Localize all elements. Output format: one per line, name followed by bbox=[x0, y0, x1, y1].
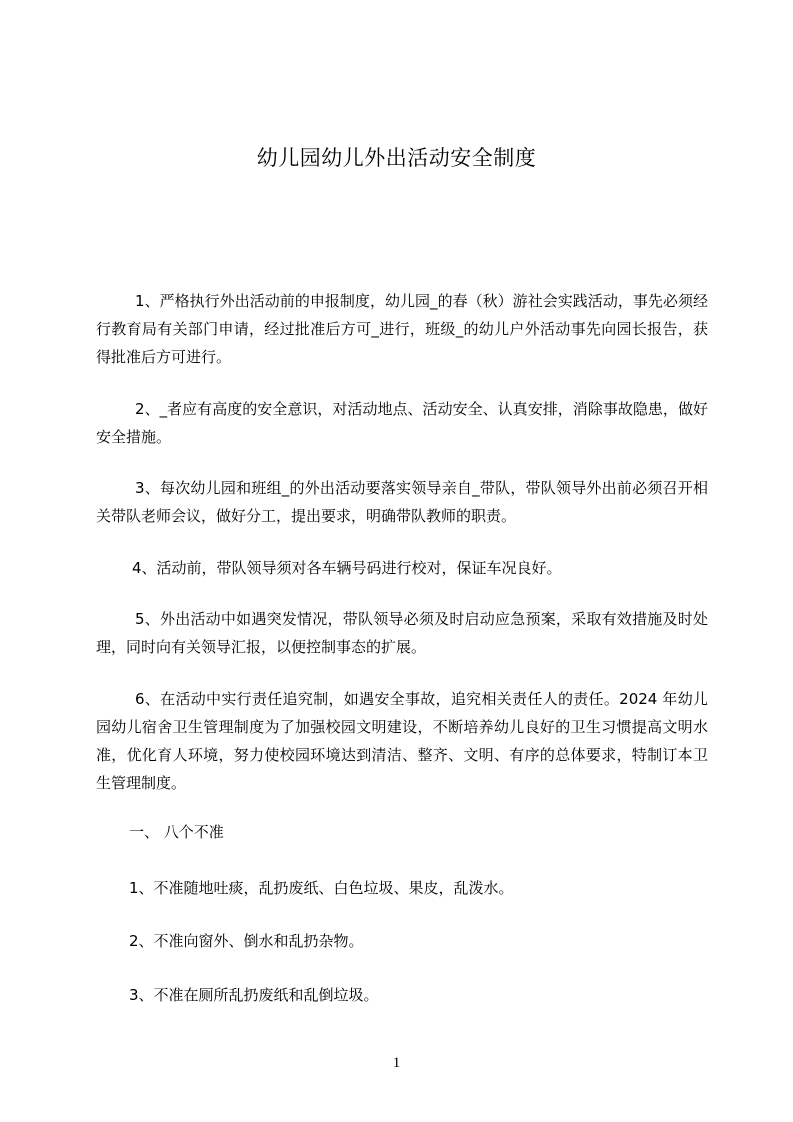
rule-item-2: 2、不准向窗外、倒水和乱扔杂物。 bbox=[129, 932, 364, 950]
paragraph-6: 6、在活动中实行责任追究制，如遇安全事故，追究相关责任人的责任。2024 年幼儿园幼儿宿舍卫生管理制度为了加强校园文明建设，不断培养幼儿良好的卫生习惯提高文明水准，优化育人环境，努力使校园环境达到清洁、整齐、文明、有序的总体要求，特制订本卫生管理制度。 bbox=[96, 690, 708, 792]
paragraph-4: 4、活动前，带队领导须对各车辆号码进行校对，保证车况良好。 bbox=[132, 559, 562, 577]
paragraph-2: 2、_者应有高度的安全意识，对活动地点、活动安全、认真安排，消除事故隐患，做好安全措施。 bbox=[96, 400, 708, 446]
paragraph-5: 5、外出活动中如遇突发情况，带队领导必须及时启动应急预案，采取有效措施及时处理，同时向有关领导汇报，以便控制事态的扩展。 bbox=[96, 610, 708, 656]
paragraph-3: 3、每次幼儿园和班组_的外出活动要落实领导亲自_带队，带队领导外出前必须召开相关带队老师会议，做好分工，提出要求，明确带队教师的职责。 bbox=[96, 479, 708, 525]
section-heading: 一、 八个不准 bbox=[129, 823, 224, 841]
rule-item-1: 1、不准随地吐痰，乱扔废纸、白色垃圾、果皮，乱泼水。 bbox=[129, 879, 514, 897]
page-number: 1 bbox=[392, 1055, 401, 1071]
rule-item-3: 3、不准在厕所乱扔废纸和乱倒垃圾。 bbox=[129, 986, 379, 1004]
document-title: 幼儿园幼儿外出活动安全制度 bbox=[256, 146, 537, 170]
paragraph-1: 1、严格执行外出活动前的申报制度，幼儿园_的春（秋）游社会实践活动，事先必须经行教育局有关部门申请，经过批准后方可_进行，班级_的幼儿户外活动事先向园长报告，获得批准后方可进行。 bbox=[96, 292, 708, 366]
